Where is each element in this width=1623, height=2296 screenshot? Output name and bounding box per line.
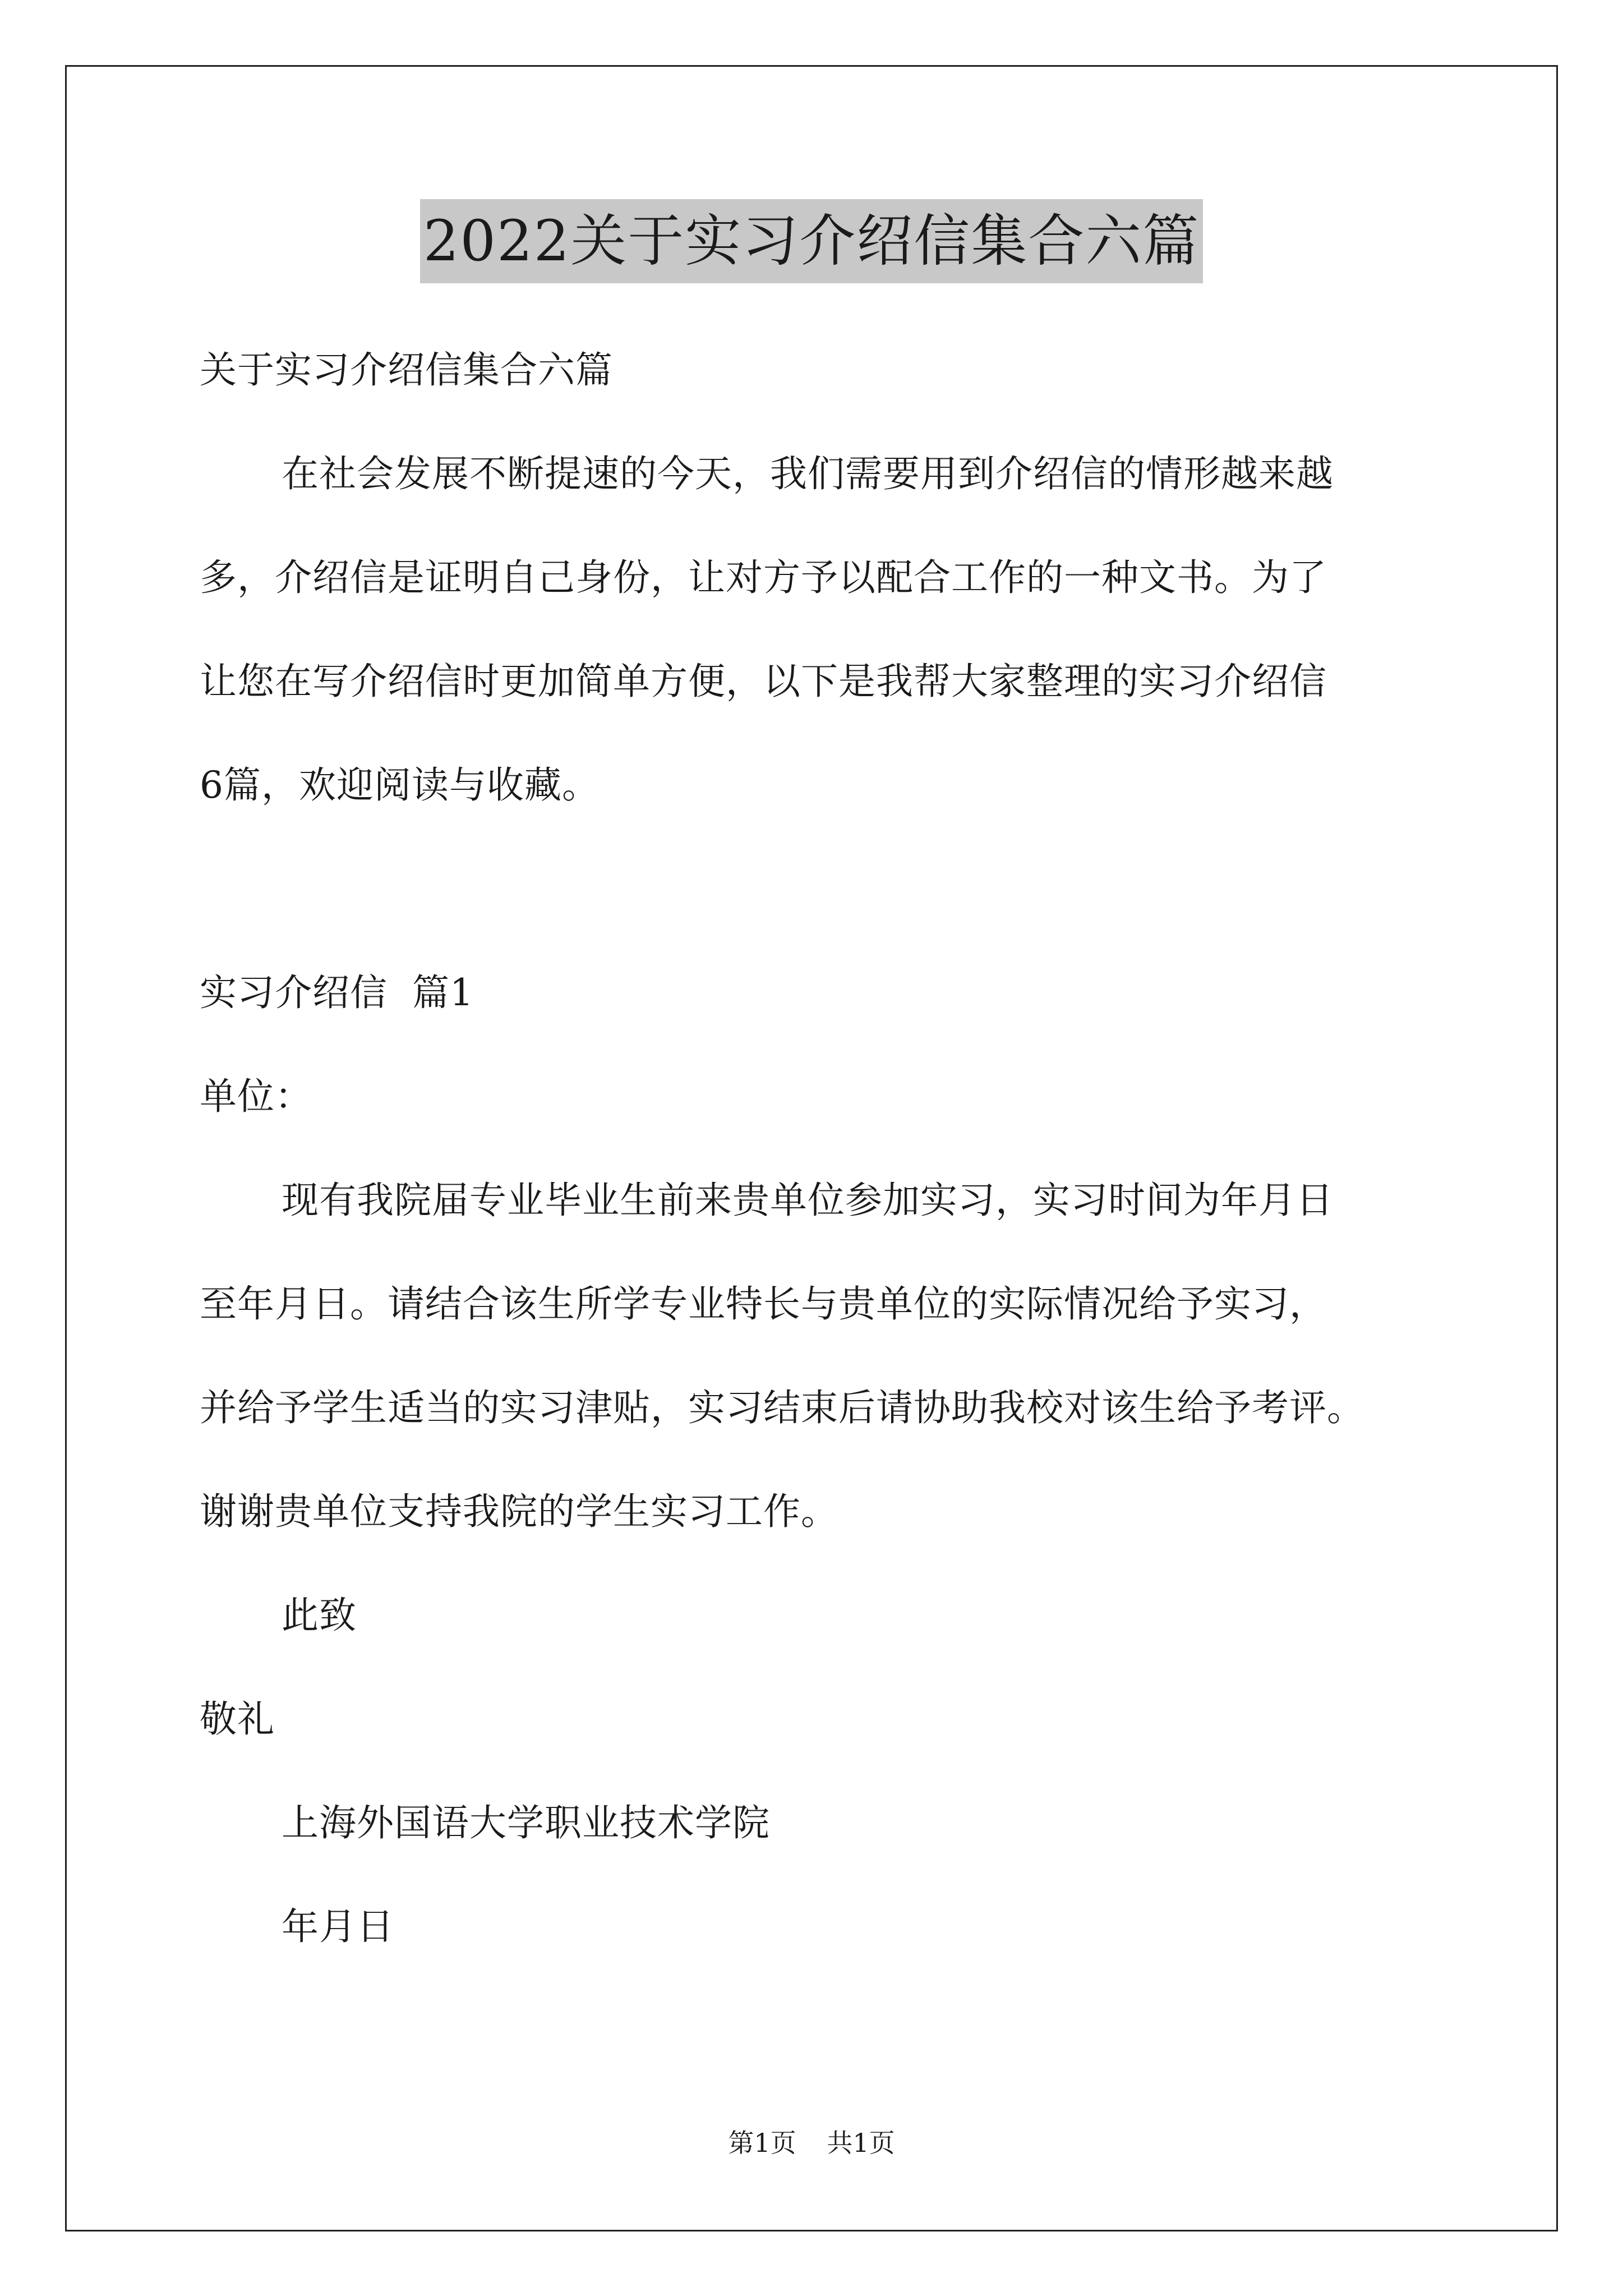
- intro-line-2: 多，介绍信是证明自己身份，让对方予以配合工作的一种文书。为了: [200, 556, 1327, 599]
- subtitle: 关于实习介绍信集合六篇: [200, 348, 613, 392]
- intro-line-3: 让您在写介绍信时更加简单方便，以下是我帮大家整理的实习介绍信: [200, 660, 1327, 703]
- body-line-1: 现有我院届专业毕业生前来贵单位参加实习，实习时间为年月日: [282, 1179, 1334, 1222]
- closing-ci-zhi: 此致: [282, 1594, 357, 1637]
- title-container: [0, 199, 1623, 283]
- document-title: 2022关于实习介绍信集合六篇: [420, 199, 1204, 283]
- section-heading: 实习介绍信 篇1: [200, 971, 474, 1014]
- body-line-3: 并给予学生适当的实习津贴，实习结束后请协助我校对该生给予考评。: [200, 1386, 1364, 1429]
- signature: 上海外国语大学职业技术学院: [282, 1801, 770, 1844]
- intro-line-1: 在社会发展不断提速的今天，我们需要用到介绍信的情形越来越: [282, 452, 1334, 495]
- closing-jing-li: 敬礼: [200, 1697, 275, 1741]
- body-line-2: 至年月日。请结合该生所学专业特长与贵单位的实际情况给予实习，: [200, 1282, 1327, 1326]
- intro-line-4: 6篇，欢迎阅读与收藏。: [200, 763, 600, 807]
- body-line-4: 谢谢贵单位支持我院的学生实习工作。: [200, 1490, 838, 1533]
- date-line: 年月日: [282, 1905, 394, 1948]
- page-current: 第1页: [728, 2128, 796, 2158]
- salutation: 单位：: [200, 1075, 312, 1118]
- page-footer: [0, 2126, 1623, 2160]
- page-total: 共1页: [827, 2128, 895, 2158]
